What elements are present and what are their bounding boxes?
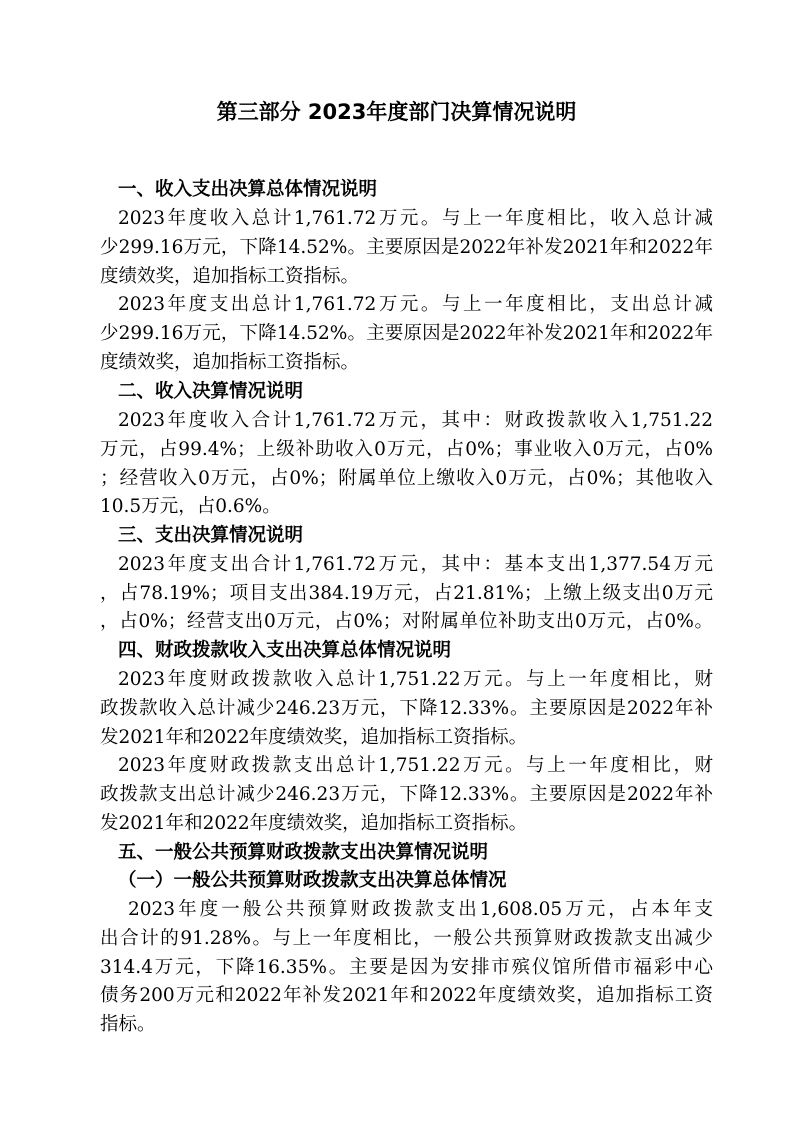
paragraph-line: 度绩效奖，追加指标工资指标。	[100, 266, 360, 287]
section-heading-2: 二、收入决算情况说明	[118, 381, 304, 402]
paragraph-line: 2023年度一般公共预算财政拨款支出1,608.05万元，占本年支	[128, 899, 713, 920]
page-title: 第三部分 2023年度部门决算情况说明	[216, 100, 577, 124]
paragraph-line: 少299.16万元，下降14.52%。主要原因是2022年补发2021年和2022年	[100, 237, 713, 258]
paragraph-line: 2023年度支出总计1,761.72万元。与上一年度相比，支出总计减	[118, 294, 713, 315]
paragraph-line: ，占78.19%；项目支出384.19万元，占21.81%；上缴上级支出0万元	[100, 583, 713, 604]
section-heading-5: 五、一般公共预算财政拨款支出决算情况说明	[118, 842, 489, 863]
paragraph-line: 2023年度收入合计1,761.72万元，其中：财政拨款收入1,751.22	[118, 410, 713, 431]
paragraph-line: 发2021年和2022年度绩效奖，追加指标工资指标。	[100, 813, 528, 834]
section-heading-4: 四、财政拨款收入支出决算总体情况说明	[118, 640, 452, 661]
paragraph-line: 指标。	[100, 1014, 156, 1035]
paragraph-line: 政拨款收入总计减少246.23万元，下降12.33%。主要原因是2022年补	[100, 698, 713, 719]
paragraph-line: 发2021年和2022年度绩效奖，追加指标工资指标。	[100, 727, 528, 748]
paragraph-line: 政拨款支出总计减少246.23万元，下降12.33%。主要原因是2022年补	[100, 784, 713, 805]
paragraph-line: 少299.16万元，下降14.52%。主要原因是2022年补发2021年和2022年	[100, 323, 713, 344]
paragraph-line: 债务200万元和2022年补发2021年和2022年度绩效奖，追加指标工资	[100, 985, 713, 1006]
section-heading-3: 三、支出决算情况说明	[118, 525, 304, 546]
paragraph-line: 314.4万元，下降16.35%。主要是因为安排市殡仪馆所借市福彩中心	[100, 957, 713, 978]
section-heading-1: 一、收入支出决算总体情况说明	[118, 179, 378, 200]
paragraph-line: 2023年度收入总计1,761.72万元。与上一年度相比，收入总计减	[118, 208, 713, 229]
paragraph-line: 10.5万元，占0.6%。	[100, 496, 281, 517]
subsection-heading-5-1: （一）一般公共预算财政拨款支出决算总体情况	[118, 870, 507, 891]
paragraph-line: 2023年度财政拨款支出总计1,751.22万元。与上一年度相比，财	[118, 755, 713, 776]
paragraph-line: 出合计的91.28%。与上一年度相比，一般公共预算财政拨款支出减少	[100, 928, 713, 949]
paragraph-line: ，占0%；经营支出0万元，占0%；对附属单位补助支出0万元，占0%。	[100, 611, 713, 632]
paragraph-line: ；经营收入0万元，占0%；附属单位上缴收入0万元，占0%；其他收入	[100, 468, 713, 489]
paragraph-line: 度绩效奖，追加指标工资指标。	[100, 352, 360, 373]
paragraph-line: 万元，占99.4%；上级补助收入0万元，占0%；事业收入0万元，占0%	[100, 439, 713, 460]
paragraph-line: 2023年度支出合计1,761.72万元，其中：基本支出1,377.54万元	[118, 554, 713, 575]
paragraph-line: 2023年度财政拨款收入总计1,751.22万元。与上一年度相比，财	[118, 669, 713, 690]
